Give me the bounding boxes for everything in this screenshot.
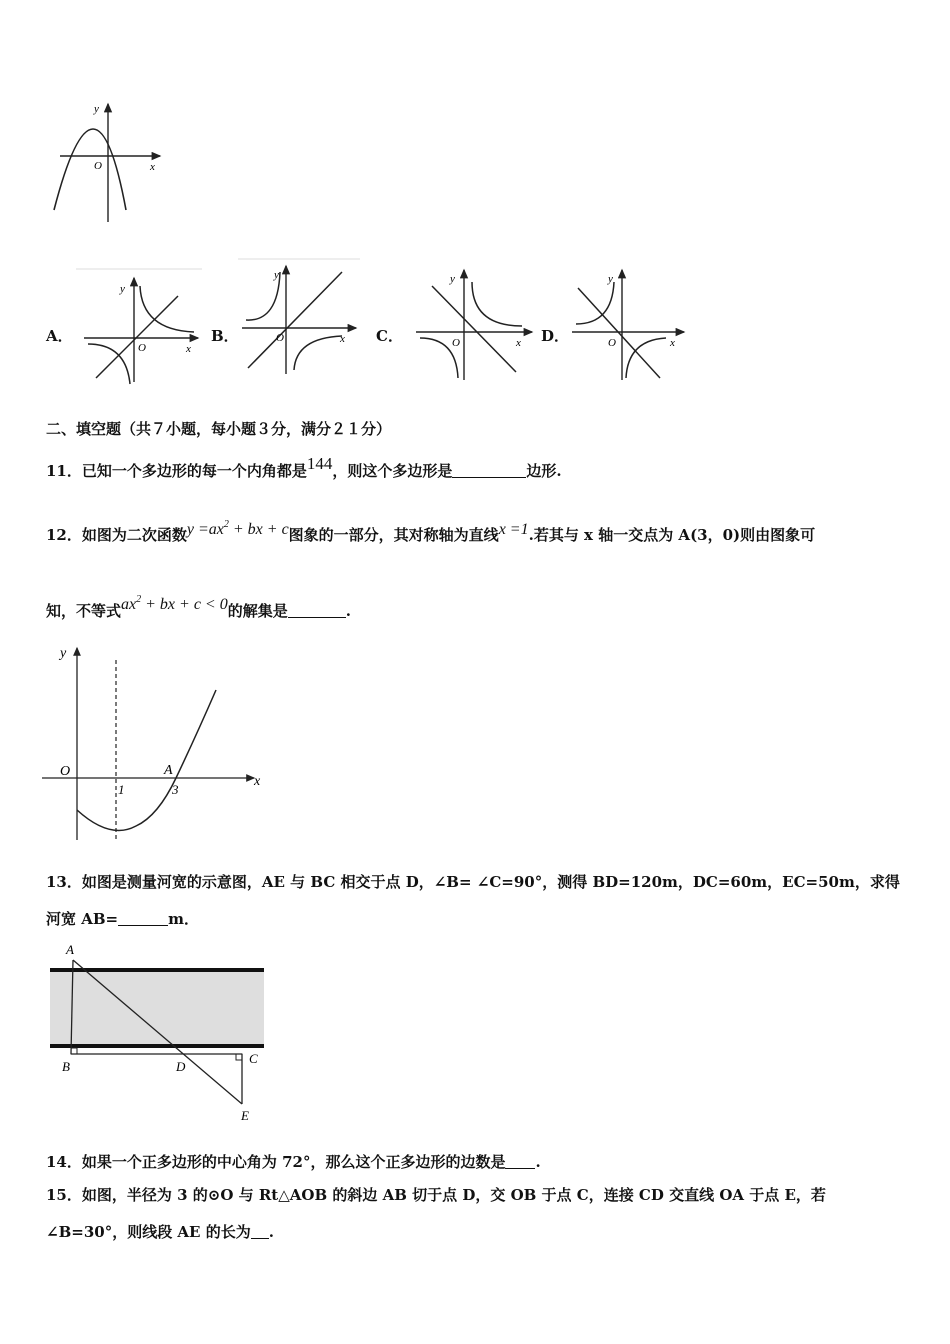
option-b-label[interactable]: B．	[211, 327, 239, 345]
point-d-label: D	[176, 1059, 186, 1074]
option-c-label[interactable]: C．	[376, 327, 403, 345]
hyperbola-branch-2	[294, 336, 342, 370]
origin-label: O	[60, 764, 71, 779]
q15-line2-end: .	[268, 1223, 274, 1241]
question-11	[46, 454, 562, 481]
q14-end: .	[535, 1153, 541, 1171]
question-13-line2	[46, 909, 199, 929]
q12-suffix: .若其与 x 轴一交点为 A(3，0)则由图象可	[528, 526, 816, 544]
option-c-figure[interactable]	[412, 266, 538, 382]
option-b-figure[interactable]	[238, 258, 364, 376]
question-15-line2	[46, 1222, 274, 1242]
origin-label: O	[138, 342, 146, 354]
point-a-label: A	[164, 763, 173, 778]
point-c-label: C	[249, 1051, 258, 1066]
q12-prefix: 12．如图为二次函数	[46, 526, 187, 544]
q14-answer-blank[interactable]	[505, 1154, 535, 1169]
y-label: y	[60, 646, 67, 661]
river-area	[50, 970, 264, 1046]
y-label: y	[450, 273, 455, 285]
x-label: x	[340, 333, 345, 345]
line-graph	[248, 272, 342, 368]
x-label: x	[670, 337, 675, 349]
origin-label: O	[94, 160, 102, 172]
y-label: y	[94, 103, 99, 115]
hyperbola-branch-1	[576, 282, 614, 324]
origin-label: O	[276, 332, 284, 344]
y-label: y	[274, 269, 279, 281]
y-label: y	[608, 273, 613, 285]
q12-function: $y =ax^2$ + bx + c	[186, 519, 289, 538]
x-label: x	[186, 343, 191, 355]
q13-line2-prefix: 河宽 AB=	[46, 910, 119, 928]
option-a-label[interactable]: A．	[46, 327, 73, 345]
origin-label: O	[608, 337, 616, 349]
q12-parabola-figure	[40, 640, 270, 845]
option-a-figure[interactable]	[76, 268, 204, 386]
question-15-line1: 15．如图，半径为 3 的⊙O 与 Rt△AOB 的斜边 AB 切于点 D，交 OB 于点 C，连接 CD 交直线 OA 于点 E，若	[46, 1186, 826, 1204]
right-angle-b	[71, 1048, 77, 1054]
q12-line2-prefix: 知，不等式	[46, 602, 122, 620]
q13-line2-suffix: m．	[168, 910, 199, 928]
tick-1-label: 1	[118, 782, 125, 797]
q12-axis-equation: x =1	[498, 521, 529, 538]
x-label: x	[516, 337, 521, 349]
q12-middle: 图象的一部分，其对称轴为直线	[288, 526, 499, 544]
option-d-figure[interactable]	[568, 266, 692, 382]
q12-line2-suffix: 的解集是	[227, 602, 288, 620]
q11-middle: ，则这个多边形是	[332, 462, 453, 480]
option-d-label[interactable]: D．	[541, 327, 570, 345]
q15-line2-prefix: ∠B=30°，则线段 AE 的长为	[46, 1223, 251, 1241]
q11-value: 144	[306, 454, 333, 473]
right-angle-c	[236, 1054, 242, 1060]
q11-prefix: 11．已知一个多边形的每一个内角都是	[46, 462, 307, 480]
q14-text: 14．如果一个正多边形的中心角为 72°，那么这个正多边形的边数是	[46, 1153, 506, 1171]
hyperbola-branch-1	[472, 282, 522, 326]
origin-label: O	[452, 337, 460, 349]
tick-3-label: 3	[172, 782, 179, 797]
q11-suffix: 边形.	[526, 462, 562, 480]
x-label: x	[150, 161, 155, 173]
question-12-line2	[46, 590, 351, 621]
parabola-curve	[77, 690, 216, 830]
q15-answer-blank[interactable]	[251, 1224, 269, 1239]
q11-answer-blank[interactable]	[452, 463, 526, 478]
q12-inequality: $ax^2$ + bx + c < 0	[121, 594, 228, 613]
q12-answer-blank[interactable]	[288, 603, 346, 618]
q12-line2-end: .	[345, 602, 351, 620]
y-label: y	[120, 283, 125, 295]
line-graph	[578, 288, 660, 378]
parabola-curve	[54, 129, 126, 210]
point-a-label: A	[66, 942, 74, 957]
question-14	[46, 1152, 541, 1172]
parabola-figure	[46, 98, 171, 228]
question-13-line1: 13．如图是测量河宽的示意图，AE 与 BC 相交于点 D，∠B= ∠C=90°，测得 BD=120m，DC=60m，EC=50m，求得	[46, 873, 900, 891]
question-12-line1	[46, 515, 815, 545]
section-title: 二、填空题（共７小题，每小题３分，满分２１分）	[46, 420, 392, 438]
point-b-label: B	[62, 1059, 70, 1074]
hyperbola-branch-2	[626, 338, 666, 378]
q13-answer-blank[interactable]	[118, 911, 168, 926]
river-width-figure	[44, 940, 274, 1128]
point-e-label: E	[241, 1108, 249, 1123]
x-label: x	[254, 774, 261, 789]
line-graph	[96, 296, 178, 378]
